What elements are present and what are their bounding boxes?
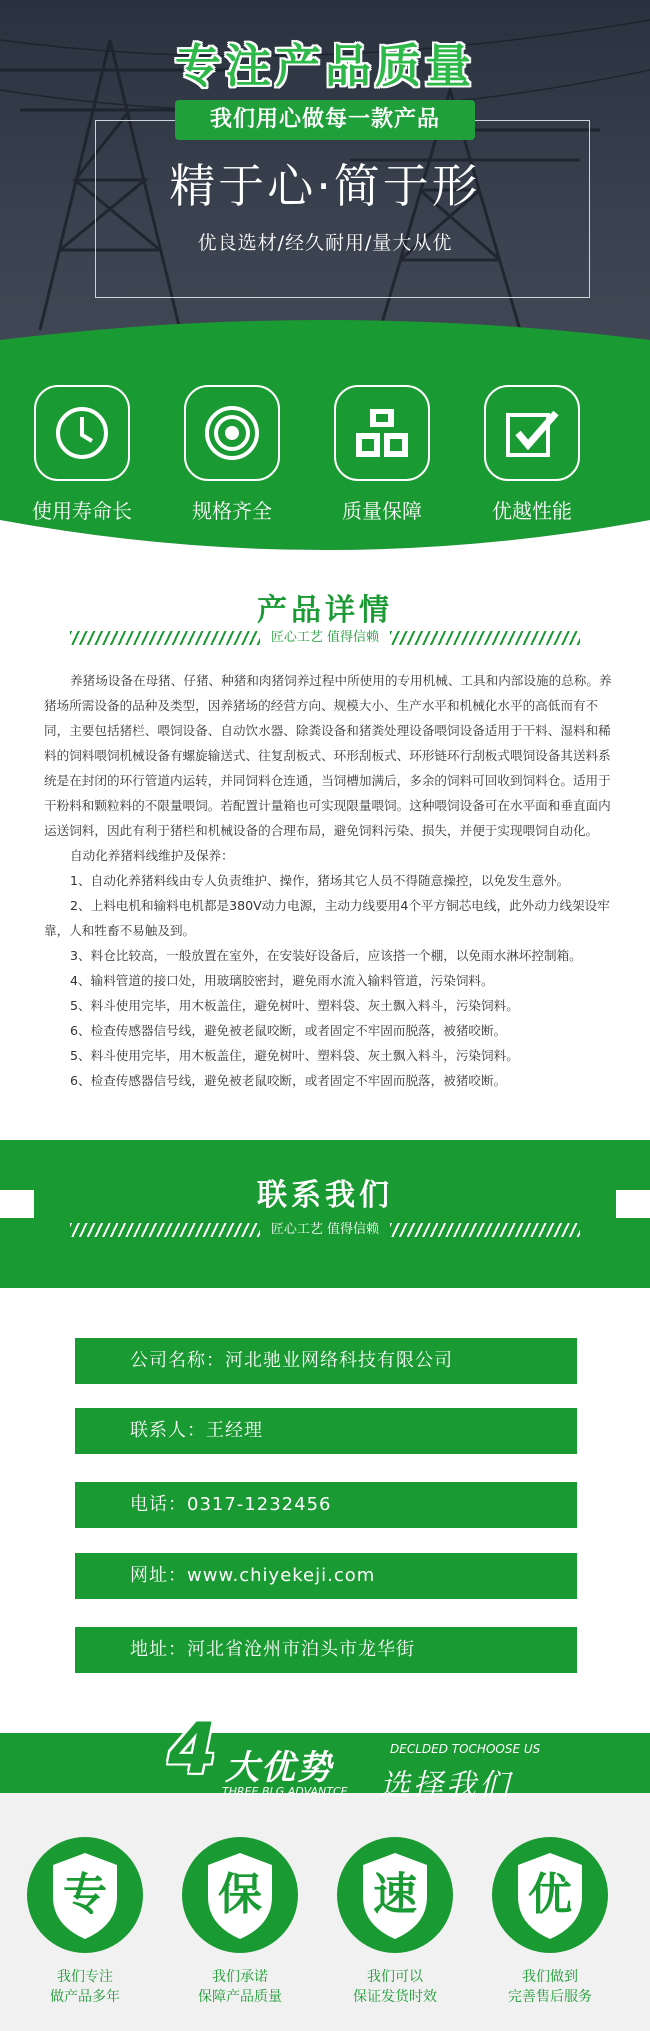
maintenance-item: 1、自动化养猪料线由专人负责维护、操作，猪场其它人员不得随意操控，以免发生意外。 (70, 873, 570, 888)
checkbox-icon (484, 385, 580, 481)
caption-line: 我们承诺 (212, 1969, 268, 1985)
advantage-caption (175, 1967, 305, 2007)
hatch-right (390, 631, 580, 645)
maintenance-item: 5、料斗使用完毕，用木板盖住，避免树叶、塑料袋、灰土飘入料斗，污染饲料。 (70, 1048, 519, 1063)
caption-line: 保障产品质量 (198, 1989, 282, 2005)
hero-slogan: 精于心·简于形 (169, 159, 481, 213)
advantage-item (20, 1835, 150, 2007)
maintenance-title: 自动化养猪料线维护及保养： (70, 848, 234, 863)
maintenance-item: 4、输料管道的接口处，用玻璃胶密封，避免雨水流入输料管道，污染饲料。 (70, 973, 494, 988)
hero-pill: 我们用心做每一款产品 (175, 100, 475, 140)
advantages-english-bottom: THREE BLG ADVANTCE (222, 1785, 348, 1798)
feature-quality (312, 385, 452, 524)
hero-title: 专注产品质量 (175, 39, 475, 93)
feature-label: 使用寿命长 (32, 499, 132, 523)
contact-subtitle-strip (70, 1220, 580, 1240)
contact-address: 地址：河北省沧州市泊头市龙华街 (75, 1627, 577, 1673)
advantages-title: 大优势 (225, 1748, 333, 1788)
detail-intro: 养猪场设备在母猪、仔猪、种猪和肉猪饲养过程中所使用的专用机械、工具和内部设施的总称。养猪场所需设备的品种及类型，因养猪场的经营方向、规模大小、生产水平和机械化水平的高低而有不同，主要包括猪栏、喂饲设备、自动饮水器、除粪设备和猪粪处理设备喂饲设备适用于干料、湿料和稀料的饲料喂饲机械设备有螺旋输送式、往复刮板式、环形刮板式、环形链环行刮板式喂饲设备其送料系统是在封闭的环行管道内运转，并同饲料仓连通，当饲槽加满后，多余的饲料可回收到饲料仓。适用于干粉料和颗粒料的不限量喂饲。若配置计量箱也可实现限量喂饲。这种喂饲设备可在水平面和垂直面内运送饲料，因此有利于猪栏和机械设备的合理布局，避免饲料污染、损失，并便于实现喂饲自动化。 (44, 673, 612, 838)
feature-lifespan (12, 385, 152, 524)
maintenance-item: 5、料斗使用完毕，用木板盖住，避免树叶、塑料袋、灰土飘入料斗，污染饲料。 (70, 998, 519, 1013)
hatch-right (390, 1223, 580, 1237)
shield-char: 速 (373, 1869, 417, 1920)
quality-icon (334, 385, 430, 481)
caption-line: 做产品多年 (50, 1989, 120, 2005)
detail-title: 产品详情 (257, 593, 393, 628)
advantage-caption (20, 1967, 150, 2007)
contact-person: 联系人：王经理 (75, 1408, 577, 1454)
shield-icon (180, 1835, 300, 1955)
clock-icon (34, 385, 130, 481)
hatch-left (70, 1223, 260, 1237)
shield-icon (490, 1835, 610, 1955)
shield-char: 优 (528, 1869, 572, 1920)
advantages-english-top: DECLDED TOCHOOSE US (390, 1742, 541, 1756)
feature-label: 质量保障 (342, 499, 422, 523)
hero-banner (0, 0, 650, 560)
advantage-caption (485, 1967, 615, 2007)
caption-line: 我们专注 (57, 1969, 113, 1985)
maintenance-item: 6、检查传感器信号线，避免被老鼠咬断，或者固定不牢固而脱落，被猪咬断。 (70, 1023, 507, 1038)
advantage-item (330, 1835, 460, 2007)
feature-label: 规格齐全 (192, 499, 272, 523)
detail-subtitle: 匠心工艺 值得信赖 (261, 628, 389, 648)
advantage-item (485, 1835, 615, 2007)
caption-line: 我们做到 (522, 1969, 578, 1985)
shield-icon (25, 1835, 145, 1955)
caption-line: 我们可以 (367, 1969, 423, 1985)
detail-subtitle-strip (70, 628, 580, 648)
contact-band (0, 1140, 650, 1288)
maintenance-item: 2、上料电机和输料电机都是380V动力电源，主动力线要用4个平方铜芯电线，此外动力线架设牢靠，人和牲畜不易触及到。 (44, 898, 610, 938)
advantage-caption (330, 1967, 460, 2007)
caption-line: 完善售后服务 (508, 1989, 592, 2005)
feature-label: 优越性能 (492, 499, 572, 523)
shield-char: 保 (218, 1869, 262, 1920)
contact-subtitle: 匠心工艺 值得信赖 (261, 1220, 389, 1240)
feature-specs (162, 385, 302, 524)
contact-phone[interactable]: 电话：0317-1232456 (75, 1482, 577, 1528)
feature-performance (462, 385, 602, 524)
hero-subtitle: 优良选材/经久耐用/量大从优 (197, 232, 453, 254)
contact-title: 联系我们 (257, 1178, 393, 1213)
shield-char: 专 (63, 1869, 107, 1920)
advantages-number: 4 (168, 1708, 217, 1790)
contact-website[interactable]: 网址：www.chiyekeji.com (75, 1553, 577, 1599)
contact-company: 公司名称：河北驰业网络科技有限公司 (75, 1338, 577, 1384)
hatch-left (70, 631, 260, 645)
choose-us-text: 选择我们 (380, 1768, 512, 1803)
detail-body (44, 668, 620, 1093)
maintenance-item: 6、检查传感器信号线，避免被老鼠咬断，或者固定不牢固而脱落，被猪咬断。 (70, 1073, 507, 1088)
advantage-item (175, 1835, 305, 2007)
maintenance-item: 3、料仓比较高，一般放置在室外，在安装好设备后，应该搭一个棚，以免雨水淋坏控制箱。 (70, 948, 582, 963)
target-icon (184, 385, 280, 481)
shield-icon (335, 1835, 455, 1955)
caption-line: 保证发货时效 (353, 1989, 437, 2005)
